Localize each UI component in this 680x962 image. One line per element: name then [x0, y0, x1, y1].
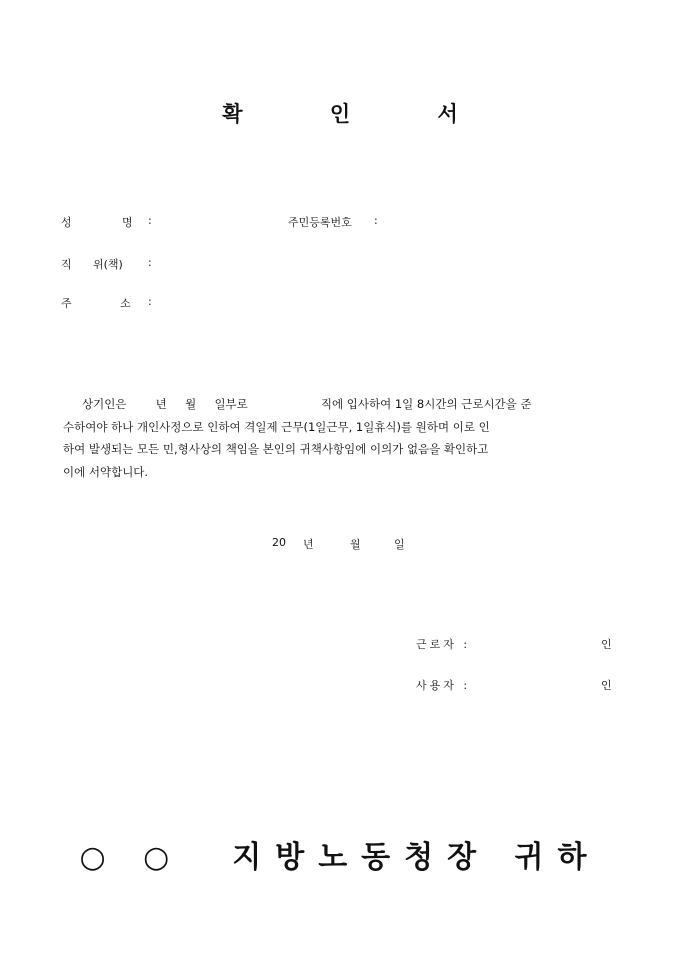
resident-number-label: 주민등록번호	[288, 216, 352, 229]
date-year-prefix: 20	[272, 536, 286, 549]
position-label-first: 직	[61, 258, 72, 271]
date-day-label: 일	[394, 538, 405, 551]
name-label-second: 명	[122, 216, 133, 229]
employer-seal: 인	[601, 679, 612, 692]
addressee-placeholder: ○ ○	[79, 840, 184, 875]
pledge-line-3: 하여 발생되는 모든 민,형사상의 책임을 본인의 귀책사항임에 이의가 없음을 확인하고	[63, 442, 489, 456]
document-title: 확 인 서	[222, 101, 498, 126]
position-label-second: 위(책)	[93, 258, 123, 271]
pledge-line-4: 이에 서약합니다.	[63, 464, 149, 479]
employer-label: 사용자 :	[416, 679, 471, 692]
pledge-paragraph	[63, 393, 619, 483]
name-colon: :	[148, 214, 152, 227]
worker-seal: 인	[601, 638, 612, 651]
worker-label: 근로자 :	[416, 638, 471, 651]
pledge-line-1: 상기인은 년 월 일부로 직에 입사하여 1일 8시간의 근로시간을 준	[82, 397, 532, 411]
name-label-first: 성	[61, 216, 72, 229]
position-colon: :	[148, 256, 152, 269]
addressee-text: 지방노동청장 귀하	[232, 840, 601, 875]
date-month-label: 월	[350, 538, 361, 551]
pledge-line-2: 수하여야 하나 개인사정으로 인하여 격일제 근무(1일근무, 1일휴식)를 원하며 이로 인	[63, 419, 490, 434]
addressee	[0, 832, 680, 876]
address-colon: :	[148, 295, 152, 308]
address-label-second: 소	[120, 297, 131, 310]
resident-number-colon: :	[374, 214, 378, 227]
date-year-label: 년	[303, 538, 314, 551]
address-label-first: 주	[61, 297, 72, 310]
